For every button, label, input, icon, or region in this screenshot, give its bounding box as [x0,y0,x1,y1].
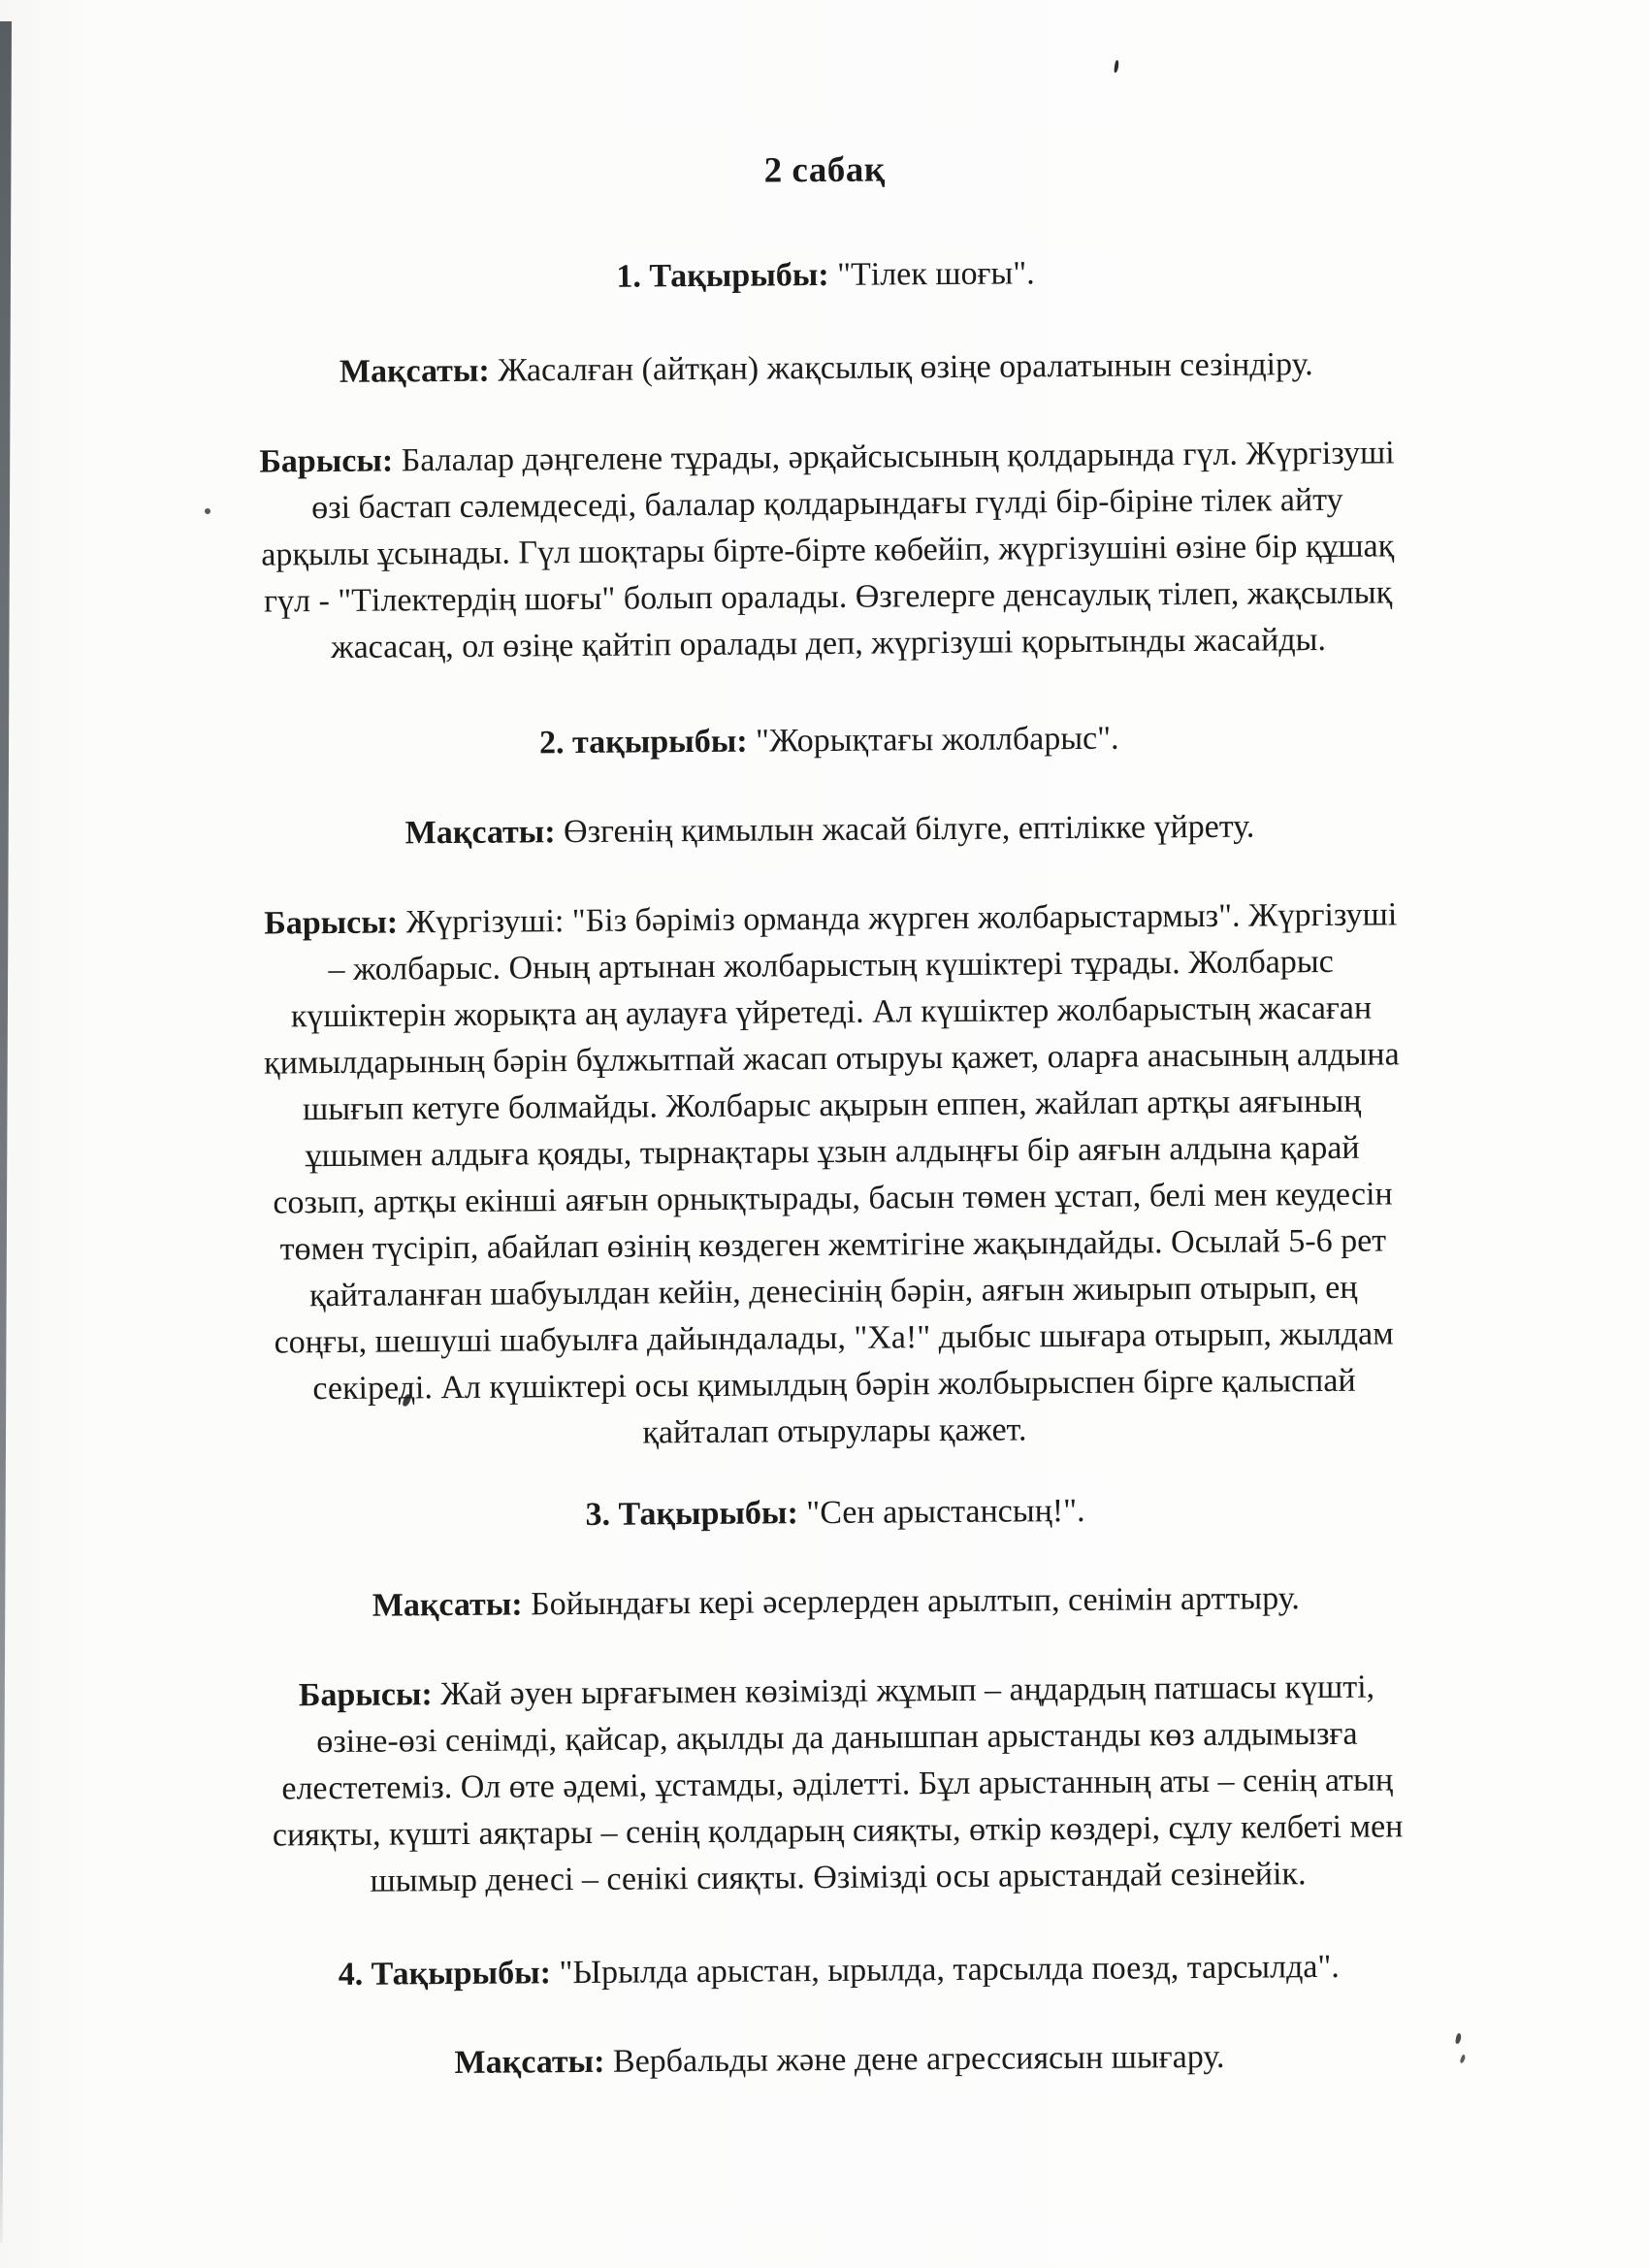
process-line: сияқты, күшті аяқтары – сенің қолдарың сияқты, өткір көздері, сұлу келбеті мен [272,1808,1404,1854]
section-3-process-label: Барысы: [298,1676,433,1714]
process-line: күшіктерін жорықта аң аулауға үйретеді. Ал күшіктер жолбарыстың жасаған [290,989,1373,1035]
section-4-title-label: 4. Тақырыбы: [338,1955,552,1993]
section-1-goal [172,340,1481,398]
process-line: ұшымен алдыға қояды, тырнақтары ұзын алдыңғы бір аяғын алдына қарай [305,1129,1360,1175]
process-line: созып, артқы екінші аяғын орнықтырады, басын төмен ұстап, белі мен кеудесін [273,1176,1393,1221]
section-1-goal-label: Мақсаты: [339,352,490,390]
process-line: – жолбарыс. Оның артынан жолбарыстың күшіктері тұрады. Жолбарыс [328,943,1334,988]
process-line: өзі бастап сәлемдеседі, балалар қолдарындағы гүлді бір-біріне тілек айту [311,481,1343,527]
section-3-process [181,1664,1493,1907]
section-3-title-label: 3. Тақырыбы: [585,1495,798,1533]
section-4-goal-text: Вербальды және дене агрессиясын шығару. [612,2038,1225,2080]
section-4-goal [184,2032,1494,2090]
section-2-process [176,891,1489,1461]
section-2-goal-label: Мақсаты: [404,814,556,852]
section-3-goal-label: Мақсаты: [372,1586,523,1624]
process-line: қайталап отырулары қажет. [642,1411,1027,1451]
section-2-process-label: Барысы: [264,904,399,942]
section-4-title [184,1943,1494,2000]
process-line: гүл - "Тілектердің шоғы" болып оралады. Өзгелерге денсаулық тілеп, жақсылық [263,574,1393,620]
process-line: өзіне-өзі сенімді, қайсар, ақылды да данышпан арыстанды көз алдымызға [316,1715,1358,1761]
process-line: арқылы ұсынады. Гүл шоқтары бірте-бірте көбейіп, жүргізушіні өзіне бір құшақ [261,528,1395,573]
scan-edge-artifact [0,21,12,2243]
process-line-text: Жүргізуші: "Біз бәріміз орманда жүрген жолбарыстармыз". Жүргізуші [405,896,1398,941]
section-1-title-label: 1. Тақырыбы: [616,256,829,295]
document-content [170,143,1495,2090]
section-1-title [171,247,1480,305]
section-2-goal [175,802,1484,859]
process-line-text: Балалар дәңгелене тұрады, әрқайсысының қолдарында гүл. Жүргізуші [401,435,1395,479]
section-3-title-text: "Сен арыстансың!". [806,1492,1085,1532]
section-2-goal-text: Өзгенің қимылын жасай білуге, ептілікке үйрету. [563,808,1255,851]
section-1-process [172,430,1483,673]
section-3-goal [181,1574,1491,1632]
page-title: 2 сабақ [763,149,886,191]
process-line: шымыр денесі – сенікі сияқты. Өзімізді осы арыстандай сезінейік. [370,1856,1307,1899]
section-1-goal-text: Жасалған (айтқан) жақсылық өзіңе оралатынын сезіндіру. [498,346,1313,389]
process-line: төмен түсіріп, абайлап өзінің көздеген жемтігіне жақындайды. Осылай 5-6 рет [279,1222,1387,1268]
process-line: секіреді. Ал күшіктері осы қимылдың бәрін жолбырыспен бірге қалыспай [312,1362,1356,1408]
process-line: соңғы, шешуші шабуылға дайындалады, "Ха!" дыбыс шығара отырып, жылдам [274,1315,1394,1361]
section-4-goal-label: Мақсаты: [454,2043,605,2082]
scan-speck [1114,60,1119,73]
section-4-title-text: "Ырылда арыстан, ырылда, тарсылда поезд, тарсылда". [559,1948,1340,1992]
process-line: қайталанған шабуылдан кейін, денесінің бәрін, аяғын жиырып отырып, ең [308,1269,1358,1314]
section-2-title-text: "Жорықтағы жоллбарыс". [755,720,1119,760]
process-line: елестетеміз. Ол өте әдемі, ұстамды, әділетті. Бұл арыстанның аты – сенің атың [281,1762,1394,1807]
section-3-title [180,1485,1490,1542]
section-2-title [175,713,1484,770]
section-2-title-label: 2. тақырыбы: [538,723,748,761]
process-line-text: Жай әуен ырғағымен көзімізді жұмып – аңдардың патшасы күшті, [440,1669,1375,1713]
section-1-process-label: Барысы: [259,442,394,480]
process-line: жасасаң, ол өзіңе қайтіп оралады деп, жүргізуші қорытынды жасайды. [330,621,1327,666]
section-1-title-text: "Тілек шоғы". [837,255,1035,293]
process-line: қимылдарының бәрін бұлжытпай жасап отыруы қажет, оларға анасының алдына [263,1036,1400,1082]
process-line: шығып кетуге болмайды. Жолбарыс ақырын еппен, жайлап артқы аяғының [302,1083,1362,1128]
section-3-goal-text: Бойындағы кері әсерлерден арылтып, сенімін арттыру. [531,1580,1300,1623]
